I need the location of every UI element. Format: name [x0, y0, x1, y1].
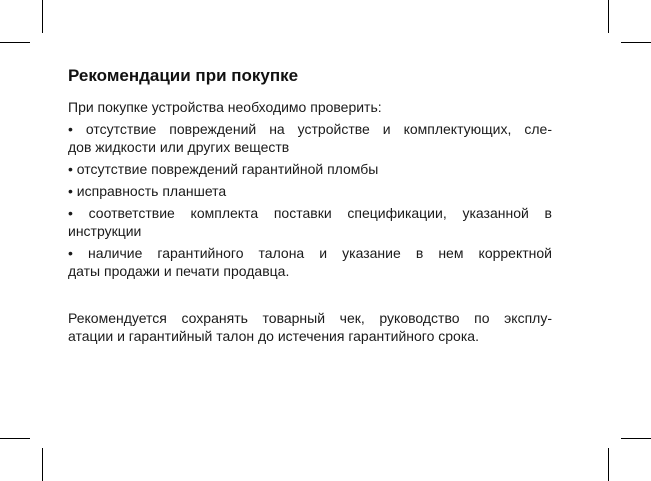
- intro-text: При покупке устройства необходимо проверить:: [68, 99, 382, 115]
- closing-text: [68, 309, 552, 345]
- crop-mark-top-right-vertical: [608, 0, 609, 33]
- list-item-warranty: [68, 244, 552, 280]
- list-item-line: • соответствие комплекта поставки спецификации, указанной в: [68, 205, 552, 221]
- crop-mark-bottom-left-vertical: [42, 448, 43, 481]
- crop-mark-top-right-horizontal: [621, 42, 651, 43]
- list-item-line: инструкции: [68, 223, 142, 239]
- list-item-seal: [68, 160, 552, 178]
- crop-mark-bottom-left-horizontal: [0, 438, 30, 439]
- list-item-damage: [68, 120, 552, 156]
- crop-mark-bottom-right-horizontal: [621, 438, 651, 439]
- list-item-line: даты продажи и печати продавца.: [68, 263, 290, 279]
- closing-line: Рекомендуется сохранять товарный чек, руководство по эксплу-: [68, 310, 552, 326]
- crop-mark-top-left-vertical: [42, 0, 43, 33]
- list-item-line: дов жидкости или других веществ: [68, 139, 290, 155]
- list-item-line: • отсутствие повреждений гарантийной пломбы: [68, 161, 379, 177]
- page-title: Рекомендации при покупке: [68, 66, 299, 85]
- list-item-tablet: [68, 182, 552, 200]
- list-item-package: [68, 204, 552, 240]
- list-item-line: • исправность планшета: [68, 183, 227, 199]
- list-item-line: • наличие гарантийного талона и указание в нем корректной: [68, 245, 552, 261]
- crop-mark-top-left-horizontal: [0, 42, 30, 43]
- document-page: [68, 64, 552, 345]
- crop-mark-bottom-right-vertical: [608, 448, 609, 481]
- closing-line: атации и гарантийный талон до истечения гарантийного срока.: [68, 328, 479, 344]
- list-item-line: • отсутствие повреждений на устройстве и комплектующих, сле-: [68, 121, 552, 137]
